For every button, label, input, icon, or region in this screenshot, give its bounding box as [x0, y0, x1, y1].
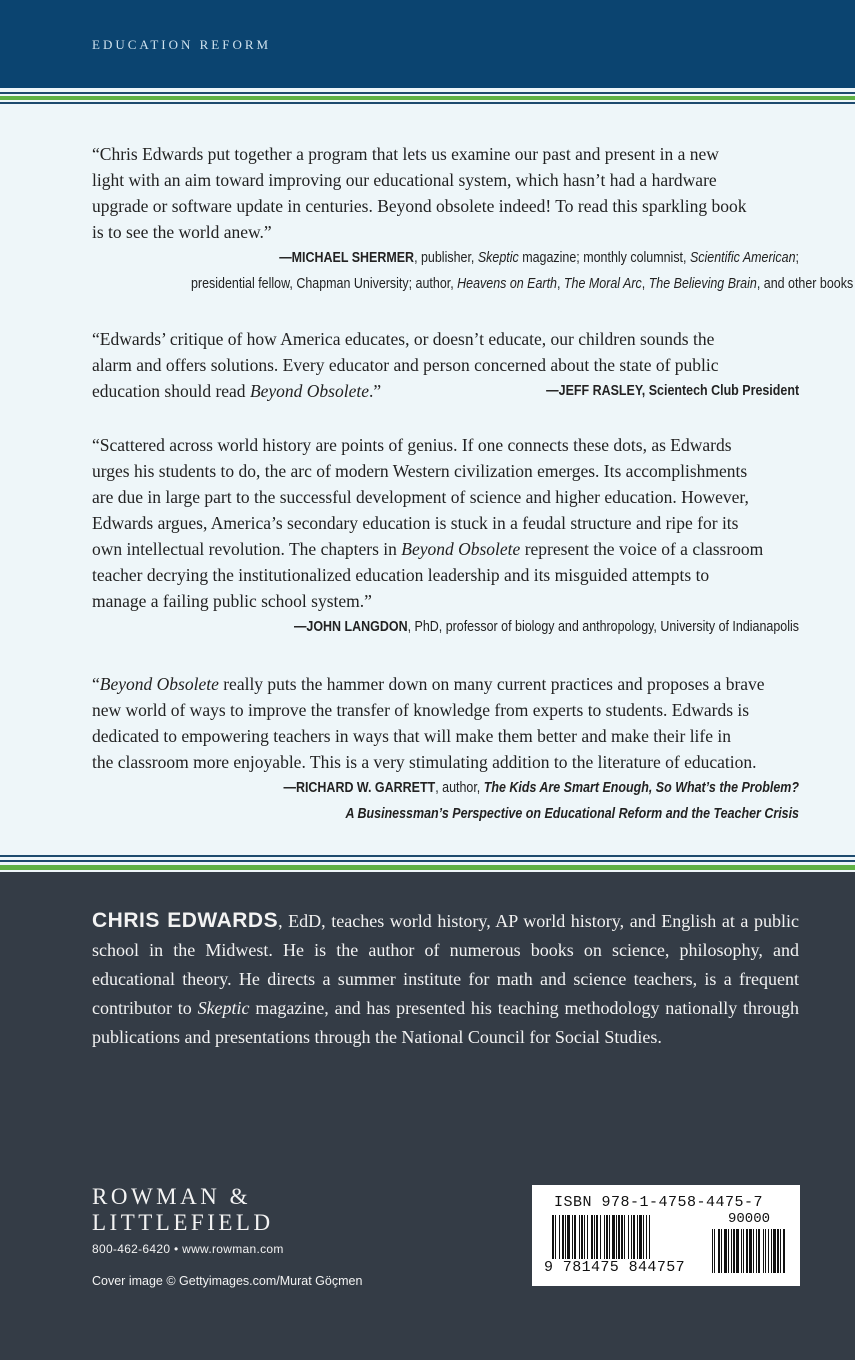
barcode-bar [609, 1215, 610, 1261]
quote-fragment: Beyond Obsolete [401, 539, 521, 559]
attribution-text: , Scientech Club President [641, 383, 799, 399]
quote-fragment: really puts the hammer down on many current practices and proposes a brave [218, 674, 765, 694]
attribution-text: , [641, 276, 649, 292]
barcode-bar [741, 1229, 742, 1273]
barcode-bar [600, 1215, 601, 1261]
attribution [190, 271, 854, 297]
barcode-bar [572, 1215, 573, 1261]
barcode-bar [756, 1229, 757, 1273]
attribution-name: —MICHAEL SHERMER [279, 250, 415, 266]
attribution [191, 775, 799, 801]
barcode-bar [721, 1229, 722, 1273]
publisher-logo-line: LITTLEFIELD [92, 1210, 274, 1235]
attribution-text: Heavens on Earth [457, 276, 557, 292]
barcode-bar [718, 1229, 720, 1273]
divider-line [0, 865, 855, 870]
barcode-digits: 9 781475 844757 [544, 1259, 686, 1276]
barcode-bar [733, 1229, 735, 1273]
barcode-bar [584, 1215, 585, 1261]
attribution-text: ; [795, 250, 799, 266]
barcode-bar [612, 1215, 615, 1261]
quote-line: “Chris Edwards put together a program that lets us examine our past and present in a new [92, 144, 719, 164]
barcode-bar [746, 1229, 748, 1273]
barcode-bar [777, 1229, 779, 1273]
divider-line [0, 92, 855, 94]
bio-text: magazine, and has presented his teaching methodology nationally through publications and presentations through the National Council for Social Studies. [92, 998, 799, 1047]
bio-text: Skeptic [197, 998, 250, 1018]
divider-line [0, 102, 855, 104]
barcode-bar [771, 1229, 772, 1273]
barcode-bar [562, 1215, 564, 1261]
quote-line: is to see the world anew.” [92, 222, 272, 242]
barcode-bar [579, 1215, 580, 1261]
price-code: 90000 [728, 1211, 771, 1227]
barcode-bar [616, 1215, 617, 1261]
quote-line: urges his students to do, the arc of modern Western civilization emerges. Its accomplishments [92, 461, 748, 481]
attribution-text: presidential fellow, Chapman University; author, [190, 276, 458, 292]
barcode-bar [596, 1215, 598, 1261]
attribution-text: , publisher, [414, 250, 478, 266]
barcode-bar [581, 1215, 583, 1261]
barcode-bar [637, 1215, 638, 1261]
quote-line [92, 536, 799, 562]
divider-line [0, 860, 855, 862]
barcode-bar [712, 1229, 713, 1273]
quote-line [92, 378, 799, 404]
attribution-text: , and other books [756, 276, 854, 292]
barcode-bar [594, 1215, 595, 1261]
quote-line: are due in large part to the successful development of science and higher education. However, [92, 487, 749, 507]
barcode-bar [773, 1229, 776, 1273]
quote-line-text [92, 378, 381, 404]
book-title: The Kids Are Smart Enough, So What’s the Problem? [483, 780, 799, 796]
barcode-bar [758, 1229, 760, 1273]
barcode-bar [768, 1229, 769, 1273]
quote-line: new world of ways to improve the transfer of knowledge from experts to students. Edwards is [92, 700, 750, 720]
attribution-text: The Moral Arc [563, 276, 642, 292]
attribution-text: Scientific American [689, 250, 796, 266]
attribution-name: —JOHN LANGDON [293, 619, 408, 635]
barcode-bar [565, 1215, 566, 1261]
quote-fragment: “ [92, 674, 100, 694]
attribution-text: The Believing Brain [648, 276, 757, 292]
barcode-bar [604, 1215, 605, 1261]
attribution-name: —RICHARD W. GARRETT [283, 780, 436, 796]
quote-fragment: .” [369, 381, 382, 401]
attribution-text: Skeptic [477, 250, 519, 266]
quote-line: Edwards argues, America’s secondary education is stuck in a feudal structure and ripe for its [92, 513, 739, 533]
barcode-bar [552, 1215, 554, 1261]
barcode-bar [783, 1229, 785, 1273]
author-name: CHRIS EDWARDS [92, 909, 279, 932]
category-label: EDUCATION REFORM [92, 37, 272, 52]
barcode-bar [628, 1215, 629, 1261]
quote-line: upgrade or software update in centuries. Beyond obsolete indeed! To read this sparkling book [92, 196, 747, 216]
barcode-bar [763, 1229, 764, 1273]
barcode-bar [749, 1229, 752, 1273]
quote-text [92, 432, 799, 614]
barcode-bar [639, 1215, 642, 1261]
quote-text [92, 141, 799, 245]
endorsement-rasley [92, 326, 799, 404]
barcode-bar [631, 1215, 632, 1261]
barcode-bar [646, 1215, 647, 1261]
barcode-bar [618, 1215, 620, 1261]
quote-fragment: represent the voice of a classroom [520, 539, 764, 559]
cover-credit: Cover image © Gettyimages.com/Murat Göçmen [92, 1274, 363, 1288]
barcode-bar [624, 1215, 625, 1261]
divider-line [0, 855, 855, 857]
quote-line: “Edwards’ critique of how America educates, or doesn’t educate, our children sounds the [92, 329, 715, 349]
endorsement-shermer [92, 141, 854, 297]
barcode-bar [621, 1215, 623, 1261]
book-title: A Businessman’s Perspective on Educational Reform and the Teacher Crisis [345, 806, 799, 822]
barcode-bar [753, 1229, 754, 1273]
barcode-bar [714, 1229, 715, 1273]
quote-fragment: own intellectual revolution. The chapters in [92, 539, 402, 559]
barcode-bar [765, 1229, 766, 1273]
attribution-text: , [556, 276, 564, 292]
barcode-bar [633, 1215, 635, 1261]
barcode-bar [574, 1215, 576, 1261]
quote-line [92, 671, 799, 697]
endorsement-garrett [92, 671, 799, 827]
barcode-bar [731, 1229, 732, 1273]
attribution-name: —JEFF RASLEY [546, 383, 642, 399]
barcode-bar [724, 1229, 727, 1273]
attribution-text: , author, [435, 780, 484, 796]
barcode-bar [780, 1229, 781, 1273]
bio-text: , EdD, teaches world history, AP world history, and English at a public school in the Midwest. He is the author of numerous books on science, philosophy, and educational theory. He directs a summer institute for math and science teachers, is a frequent contributor to [92, 911, 799, 1018]
attribution [546, 378, 799, 404]
endorsement-langdon [92, 432, 799, 640]
barcode-bar [606, 1215, 608, 1261]
barcode-bar [555, 1215, 556, 1261]
publisher-logo-line: ROWMAN & [92, 1184, 251, 1209]
barcode-bar [559, 1215, 560, 1261]
quote-text [92, 671, 799, 775]
publisher-contact: 800-462-6420 • www.rowman.com [92, 1242, 284, 1256]
publisher-block [92, 1184, 362, 1288]
quote-line: alarm and offers solutions. Every educator and person concerned about the state of public [92, 355, 719, 375]
barcode-bar [591, 1215, 593, 1261]
quote-line: manage a failing public school system.” [92, 591, 372, 611]
quote-line: dedicated to empowering teachers in ways that will make them better and make their life in [92, 726, 732, 746]
barcode-bar [587, 1215, 588, 1261]
barcode-bar [649, 1215, 650, 1261]
quote-line: “Scattered across world history are points of genius. If one connects these dots, as Edwards [92, 435, 732, 455]
attribution-text: magazine; monthly columnist, [518, 250, 690, 266]
quote-text [92, 326, 799, 404]
quote-line: the classroom more enjoyable. This is a very stimulating addition to the literature of education. [92, 752, 757, 772]
attribution [191, 614, 799, 640]
bottom-panel [0, 872, 855, 1360]
isbn-barcode [532, 1185, 800, 1286]
barcode-bar [736, 1229, 739, 1273]
quote-line: teacher decrying the institutionalized education leadership and its misguided attempts to [92, 565, 710, 585]
quote-fragment: Beyond Obsolete [99, 674, 219, 694]
author-bio [92, 906, 799, 1052]
attribution-text: , PhD, professor of biology and anthropology, University of Indianapolis [407, 619, 799, 635]
barcode-bar [567, 1215, 570, 1261]
quote-line: light with an aim toward improving our educational system, which hasn’t had a hardware [92, 170, 717, 190]
barcode-bar [743, 1229, 744, 1273]
attribution [191, 801, 799, 827]
isbn-text: ISBN 978-1-4758-4475-7 [554, 1194, 764, 1211]
divider-line [0, 96, 855, 100]
barcode-bar [643, 1215, 644, 1261]
top-band [0, 0, 855, 88]
barcode-bar [728, 1229, 729, 1273]
quote-fragment: education should read [92, 381, 250, 401]
quote-fragment: Beyond Obsolete [249, 381, 369, 401]
attribution [191, 245, 799, 271]
